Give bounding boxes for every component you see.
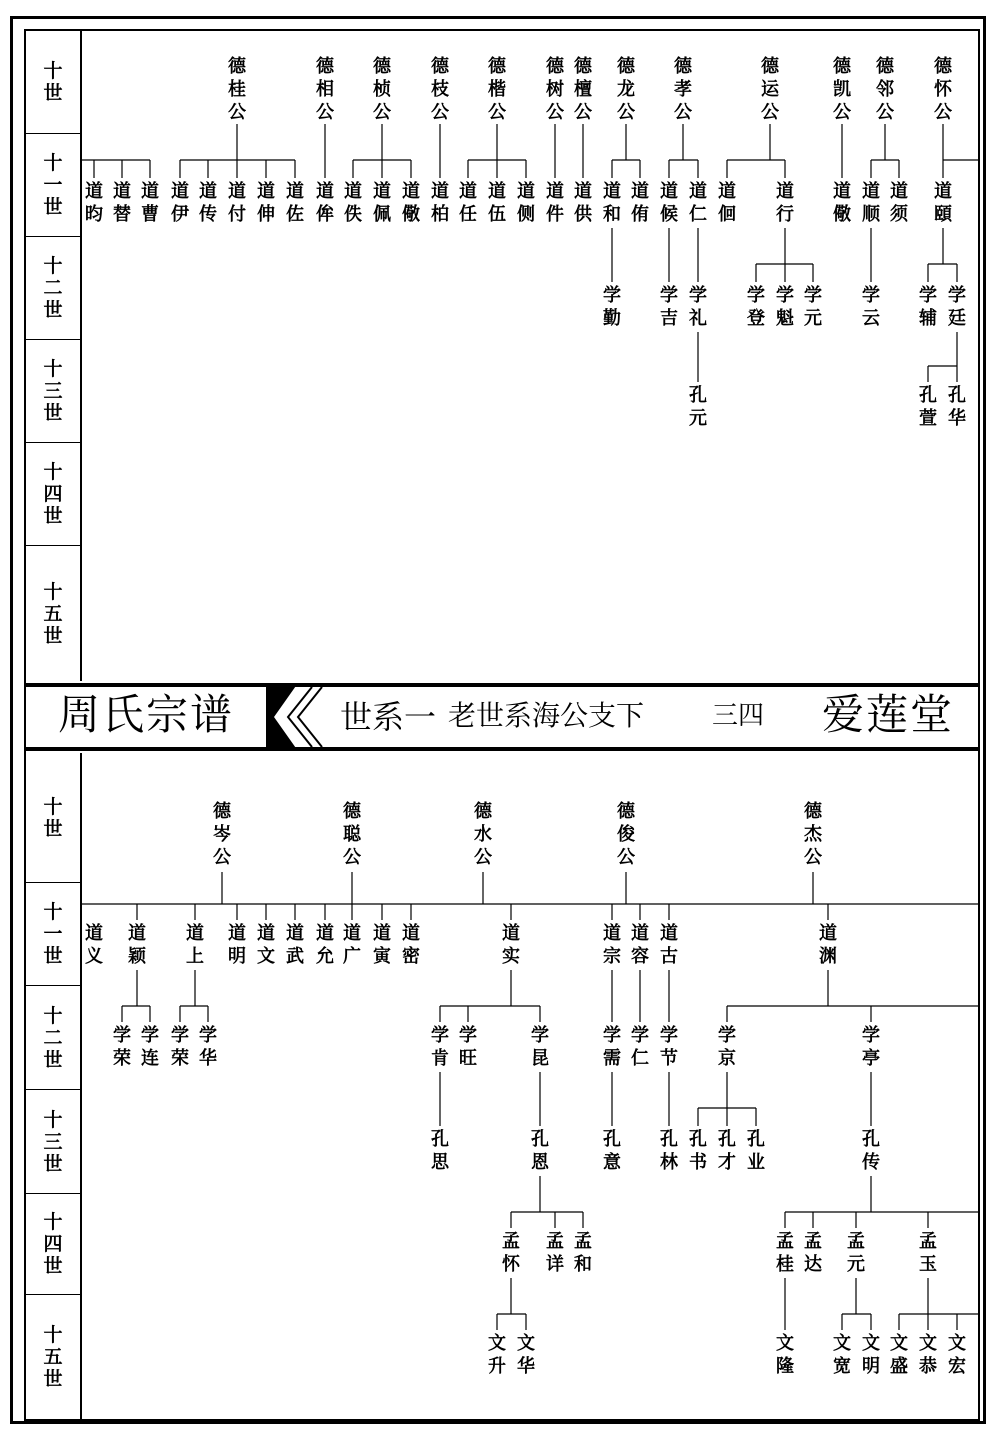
person-xue-deng: 学登	[747, 285, 765, 329]
person-xue-kun: 学昆	[531, 1025, 549, 1069]
person-dao-zuo: 道佐	[286, 181, 304, 225]
person-de-long: 德龙公	[617, 56, 635, 123]
top-gen-14: 十四世	[26, 443, 80, 546]
bottom-gen-11: 十一世	[26, 883, 80, 986]
person-kong-cai: 孔才	[718, 1129, 736, 1173]
bottom-gen-12: 十二世	[26, 986, 80, 1090]
person-xue-yun: 学云	[862, 285, 880, 329]
person-wen-kuan: 文宽	[833, 1333, 851, 1377]
person-dao-jing2: 道儆	[833, 181, 851, 225]
bottom-gen-10: 十世	[26, 753, 80, 883]
person-dao-hou: 道候	[660, 181, 678, 225]
person-dao-yin: 道寅	[373, 923, 391, 967]
person-dao-jian: 道件	[546, 181, 564, 225]
person-kong-yi: 孔意	[603, 1129, 621, 1173]
person-xue-jing: 学京	[718, 1025, 736, 1069]
person-meng-yu: 孟玉	[919, 1231, 937, 1275]
person-de-tan: 德檀公	[574, 56, 592, 123]
person-xue-ji: 学吉	[660, 285, 678, 329]
top-gen-12: 十二世	[26, 237, 80, 340]
person-de-jun: 德俊公	[617, 801, 635, 868]
person-xue-lian: 学连	[141, 1025, 159, 1069]
person-meng-yuan: 孟元	[847, 1231, 865, 1275]
person-xue-hua: 学华	[199, 1025, 217, 1069]
person-dao-shen: 道伸	[257, 181, 275, 225]
top-gen-15: 十五世	[43, 580, 63, 647]
person-xue-yuan: 学元	[804, 285, 822, 329]
person-xue-ren: 学仁	[631, 1025, 649, 1069]
person-meng-gui: 孟桂	[776, 1231, 794, 1275]
bottom-gen-13: 十三世	[26, 1090, 80, 1194]
person-de-cong: 德聪公	[343, 801, 361, 868]
person-meng-xiang: 孟详	[546, 1231, 564, 1275]
person-kong-en: 孔恩	[531, 1129, 549, 1173]
person-dao-hui: 道佪	[718, 181, 736, 225]
person-dao-chuan: 道传	[199, 181, 217, 225]
person-de-huai: 德怀公	[934, 56, 952, 123]
person-wen-long: 文隆	[776, 1333, 794, 1377]
person-xue-fu: 学辅	[919, 285, 937, 329]
person-dao-shang: 道上	[186, 923, 204, 967]
person-xue-li: 学礼	[689, 285, 707, 329]
person-kong-si: 孔思	[431, 1129, 449, 1173]
person-dao-gong: 道供	[574, 181, 592, 225]
person-dao-ti: 道替	[113, 181, 131, 225]
person-de-kai: 德楷公	[488, 56, 506, 123]
person-dao-rong: 道容	[631, 923, 649, 967]
person-dao-shi: 道实	[502, 923, 520, 967]
person-dao-mou: 道侔	[316, 181, 334, 225]
person-dao-wen: 道文	[257, 923, 275, 967]
person-wen-sheng2: 文盛	[890, 1333, 908, 1377]
person-dao-ming: 道明	[228, 923, 246, 967]
person-de-gui: 德桂公	[228, 56, 246, 123]
person-kong-hua: 孔华	[948, 385, 966, 429]
person-wen-gong: 文恭	[919, 1333, 937, 1377]
person-dao-he: 道和	[603, 181, 621, 225]
person-dao-yi: 道伊	[171, 181, 189, 225]
lineage-section: 世系一	[340, 698, 437, 736]
person-dao-gu: 道古	[660, 923, 678, 967]
person-de-xiao: 德孝公	[674, 56, 692, 123]
person-dao-yuan: 道渊	[819, 923, 837, 967]
person-de-yun: 德运公	[761, 56, 779, 123]
hall-name: 爱莲堂	[822, 690, 955, 739]
person-de-cen: 德岑公	[213, 801, 231, 868]
person-dao-cao: 道曹	[141, 181, 159, 225]
person-wen-ming: 文明	[862, 1333, 880, 1377]
person-de-xiang: 德相公	[316, 56, 334, 123]
person-dao-yi-b: 道义	[85, 923, 103, 967]
person-dao-ying: 道颖	[128, 923, 146, 967]
person-de-zhi: 德枝公	[431, 56, 449, 123]
person-dao-yi2: 道佚	[344, 181, 362, 225]
person-de-shui: 德水公	[474, 801, 492, 868]
person-xue-qin: 学勤	[603, 285, 621, 329]
page-number: 三四	[712, 701, 765, 731]
person-xue-ting: 学廷	[948, 285, 966, 329]
branch-title: 老世系海公支下	[448, 699, 645, 732]
person-dao-ce: 道侧	[517, 181, 535, 225]
person-kong-lin: 孔林	[660, 1129, 678, 1173]
person-xue-ken: 学肯	[431, 1025, 449, 1069]
person-wen-hua: 文华	[517, 1333, 535, 1377]
person-xue-rong: 学荣	[113, 1025, 131, 1069]
person-dao-fu: 道付	[228, 181, 246, 225]
person-kong-ye: 孔业	[747, 1129, 765, 1173]
person-dao-shun: 道顺	[862, 181, 880, 225]
person-kong-shu: 孔书	[689, 1129, 707, 1173]
person-de-shu: 德树公	[546, 56, 564, 123]
person-dao-xu: 道须	[890, 181, 908, 225]
person-dao-ren: 道任	[459, 181, 477, 225]
person-meng-he: 孟和	[574, 1231, 592, 1275]
person-dao-guang: 道广	[343, 923, 361, 967]
bottom-gen-15: 十五世	[43, 1324, 63, 1390]
person-de-kai2: 德凯公	[833, 56, 851, 123]
person-xue-ting-b: 学亭	[862, 1025, 880, 1069]
person-kong-chuan: 孔传	[862, 1129, 880, 1173]
person-dao-bai: 道柏	[431, 181, 449, 225]
person-dao-yi3: 道頤	[934, 181, 952, 225]
person-dao-wu: 道伍	[488, 181, 506, 225]
person-de-lin: 德邻公	[876, 56, 894, 123]
person-dao-you: 道侑	[631, 181, 649, 225]
person-dao-jing: 道儆	[402, 181, 420, 225]
top-gen-11: 十一世	[26, 134, 80, 237]
person-dao-xing: 道行	[776, 181, 794, 225]
person-dao-yun-b: 道允	[316, 923, 334, 967]
person-dao-wu-b: 道武	[286, 923, 304, 967]
person-wen-hong: 文宏	[948, 1333, 966, 1377]
person-dao-yun: 道昀	[85, 181, 103, 225]
top-gen-10: 十世	[26, 31, 80, 134]
person-dao-ren2: 道仁	[689, 181, 707, 225]
person-xue-xu: 学需	[603, 1025, 621, 1069]
person-meng-da: 孟达	[804, 1231, 822, 1275]
person-meng-huai: 孟怀	[502, 1231, 520, 1275]
top-gen-13: 十三世	[26, 340, 80, 443]
person-de-jie: 德杰公	[804, 801, 822, 868]
person-dao-pei: 道佩	[373, 181, 391, 225]
person-wen-sheng: 文升	[488, 1333, 506, 1377]
person-kong-yuan: 孔元	[689, 385, 707, 429]
person-xue-kui: 学魁	[776, 285, 794, 329]
person-dao-zong: 道宗	[603, 923, 621, 967]
person-xue-wang: 学旺	[459, 1025, 477, 1069]
person-xue-rong2: 学荣	[171, 1025, 189, 1069]
person-xue-jie: 学节	[660, 1025, 678, 1069]
person-de-zhen: 德桢公	[373, 56, 391, 123]
bottom-gen-14: 十四世	[26, 1194, 80, 1295]
person-kong-xuan: 孔萱	[919, 385, 937, 429]
person-dao-mi: 道密	[402, 923, 420, 967]
book-title: 周氏宗谱	[58, 690, 235, 739]
